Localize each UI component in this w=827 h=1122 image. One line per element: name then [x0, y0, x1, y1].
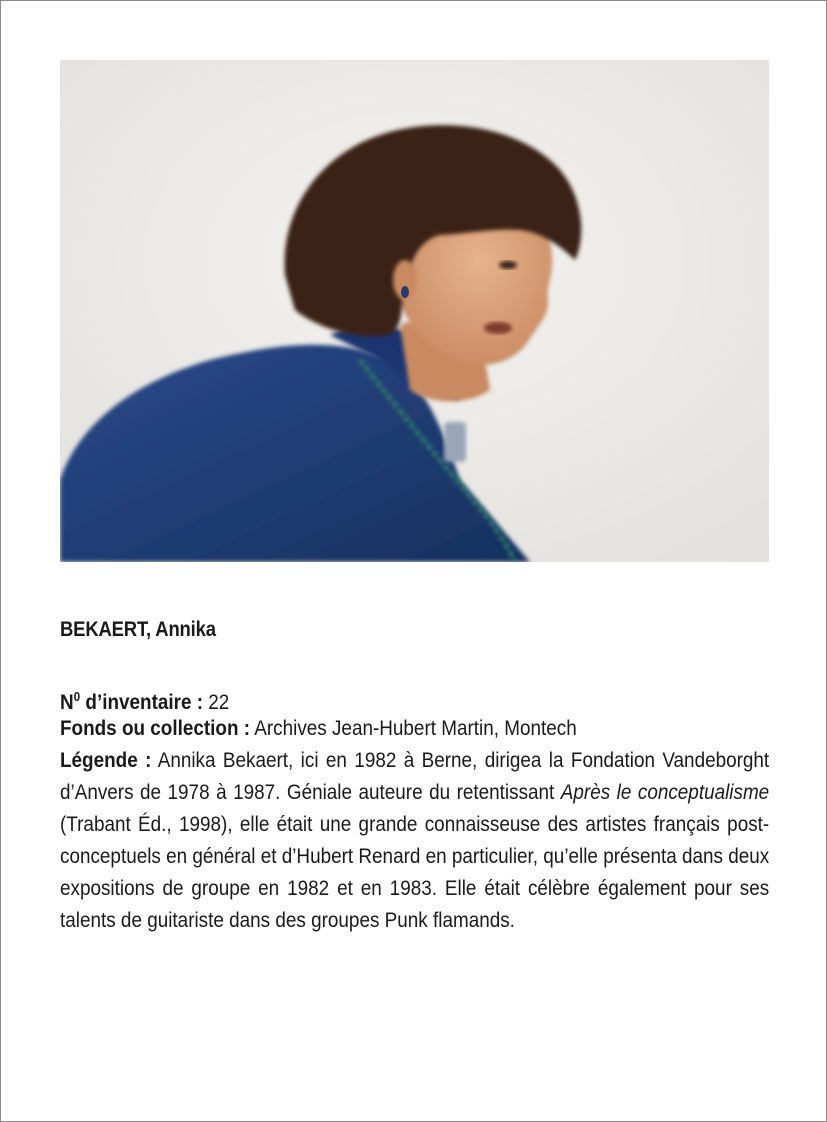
person-name: BEKAERT, Annika: [60, 618, 216, 641]
caption-paragraph: [60, 745, 769, 937]
portrait-photo: [60, 60, 769, 562]
collection-line: [60, 713, 698, 745]
book-title: Après le conceptualisme: [560, 781, 770, 804]
inventory-label: $N^0$ d’inventaire :: [60, 689, 204, 714]
caption-text-start: Annika Bekaert, ici en 1982 à Berne, dirigea la Fondation Vandeborght d’Anvers de 1978 à 1987. Géniale auteure du retentissant: [60, 749, 770, 804]
inventory-line: [60, 681, 698, 713]
collection-value: Archives Jean-Hubert Martin, Montech: [250, 717, 577, 740]
inventory-value: 22: [203, 691, 230, 714]
caption-label: Légende :: [60, 749, 152, 772]
caption-text-end: (Trabant Éd., 1998), elle était une grande connaisseuse des artistes français post-conceptuels en général et d’Hubert Renard en particulier, qu’elle présenta dans deux expositions de groupe en 1982 et en 1983. Elle était célèbre également pour ses talents de guitariste dans des groupes Punk flamands.: [60, 813, 770, 932]
metadata-block: [60, 681, 769, 745]
collection-label: Fonds ou collection :: [60, 717, 251, 740]
